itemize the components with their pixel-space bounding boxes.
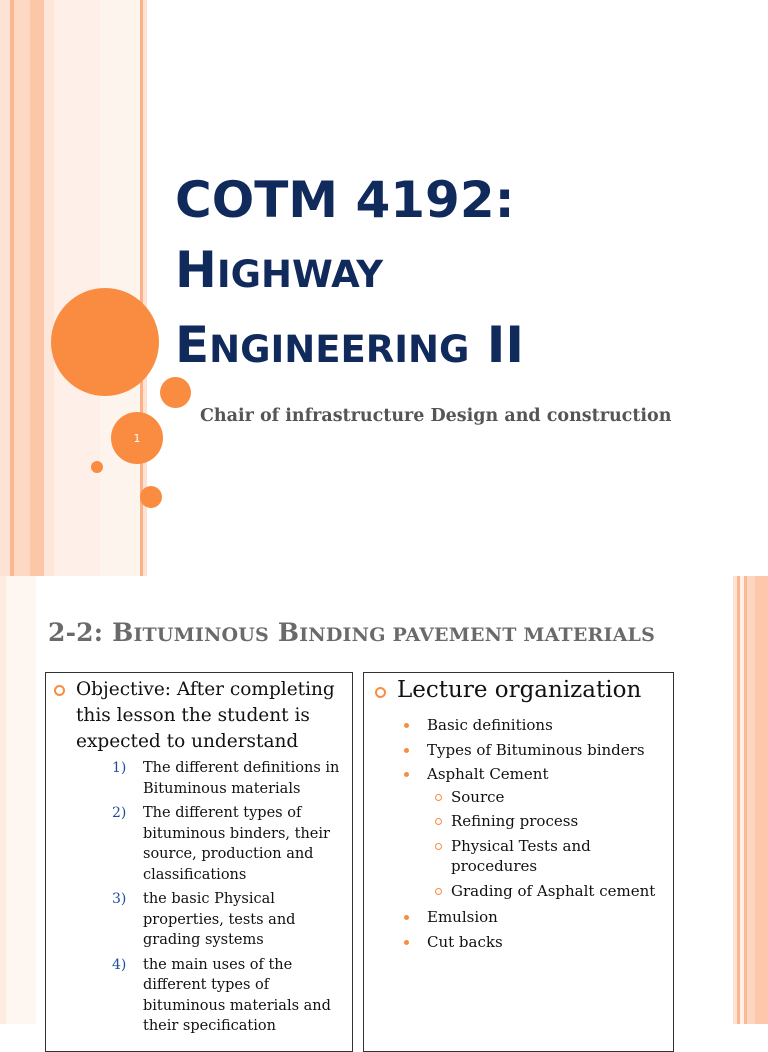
title-line-3-rest: NGINEERING (209, 328, 470, 371)
asphalt-cement-sublist (427, 787, 674, 902)
ring-bullet-icon (435, 888, 442, 895)
dot-bullet-icon (404, 915, 409, 920)
title-prefix: 2-2: (48, 618, 113, 647)
decorative-circle (91, 461, 103, 473)
list-item-text: The different types of bituminous binders, their source, production and classifications (143, 805, 330, 883)
dot-bullet-icon (404, 772, 409, 777)
list-number: 4) (112, 956, 127, 973)
list-number: 3) (112, 891, 127, 907)
dot-bullet-icon (404, 748, 409, 753)
list-item (404, 762, 674, 901)
sub-list-item-text: Physical Tests and procedures (451, 836, 591, 875)
sub-list-item (427, 811, 674, 832)
sub-list-item-text: Grading of Asphalt cement (451, 881, 656, 900)
objective-list (112, 758, 352, 1041)
title-line-3-suffix: II (469, 316, 524, 374)
slide-subtitle: Chair of infrastructure Design and construction (200, 406, 672, 426)
list-item-text: The different definitions in Bituminous materials (143, 760, 340, 797)
dot-bullet-icon (404, 723, 409, 728)
title-line-2-rest: IGHWAY (216, 253, 383, 296)
list-number: 2) (112, 805, 127, 821)
ring-bullet-icon (435, 794, 442, 801)
decorative-stripe (44, 0, 54, 576)
sub-list-item (427, 881, 674, 902)
decorative-stripe (54, 0, 100, 576)
title-word2-rest: INDING PAVEMENT MATERIALS (299, 624, 656, 646)
list-item (112, 758, 352, 799)
objective-text: Objective: After completing this lesson the student is expected to understand (76, 679, 335, 752)
title-line-1: COTM 4192: (175, 171, 515, 229)
list-item-text: Cut backs (427, 932, 503, 951)
lecture-organization-heading: Lecture organization (397, 677, 642, 703)
title-line-3-initial: E (175, 316, 210, 374)
list-item-text: Types of Bituminous binders (427, 740, 645, 759)
decorative-stripe (755, 576, 768, 1024)
objective-box (45, 672, 353, 1052)
title-word1-initial: B (112, 618, 134, 647)
list-item (112, 955, 352, 1037)
list-item (404, 905, 674, 930)
sub-list-item-text: Source (451, 787, 505, 806)
decorative-stripe (30, 0, 44, 576)
list-item-text: the basic Physical properties, tests and grading systems (143, 891, 296, 948)
list-item (404, 713, 674, 738)
list-item-text: Asphalt Cement (427, 765, 549, 783)
ring-bullet-icon (435, 843, 442, 850)
list-item-text: Basic definitions (427, 716, 553, 734)
sub-list-item (427, 836, 674, 877)
lecture-organization-box (363, 672, 674, 1052)
lecture-topic-list (404, 713, 674, 954)
decorative-stripe (0, 0, 10, 576)
slide-number: 1 (133, 431, 141, 445)
slide-title (48, 618, 655, 647)
list-number: 1) (112, 760, 127, 776)
decorative-stripe (14, 0, 30, 576)
decorative-stripe (6, 576, 36, 1024)
dot-bullet-icon (404, 940, 409, 945)
ring-bullet-icon (435, 818, 442, 825)
list-item (404, 930, 674, 955)
title-word1-rest: ITUMINOUS (133, 624, 269, 646)
decorative-stripe (747, 576, 755, 1024)
list-item (112, 889, 352, 951)
ring-bullet-icon (54, 685, 65, 696)
list-item (404, 738, 674, 763)
list-item-text: the main uses of the different types of bituminous materials and their specification (143, 956, 331, 1034)
sub-list-item-text: Refining process (451, 812, 579, 830)
ring-bullet-icon (375, 687, 386, 698)
list-item-text: Emulsion (427, 908, 498, 926)
title-word2-initial: B (268, 618, 300, 647)
decorative-circle (51, 288, 159, 396)
decorative-circle (140, 486, 162, 508)
slide-title (175, 165, 735, 385)
list-item (112, 803, 352, 885)
sub-list-item (427, 787, 674, 808)
content-slide (0, 576, 768, 1034)
title-line-2-initial: H (175, 241, 217, 299)
